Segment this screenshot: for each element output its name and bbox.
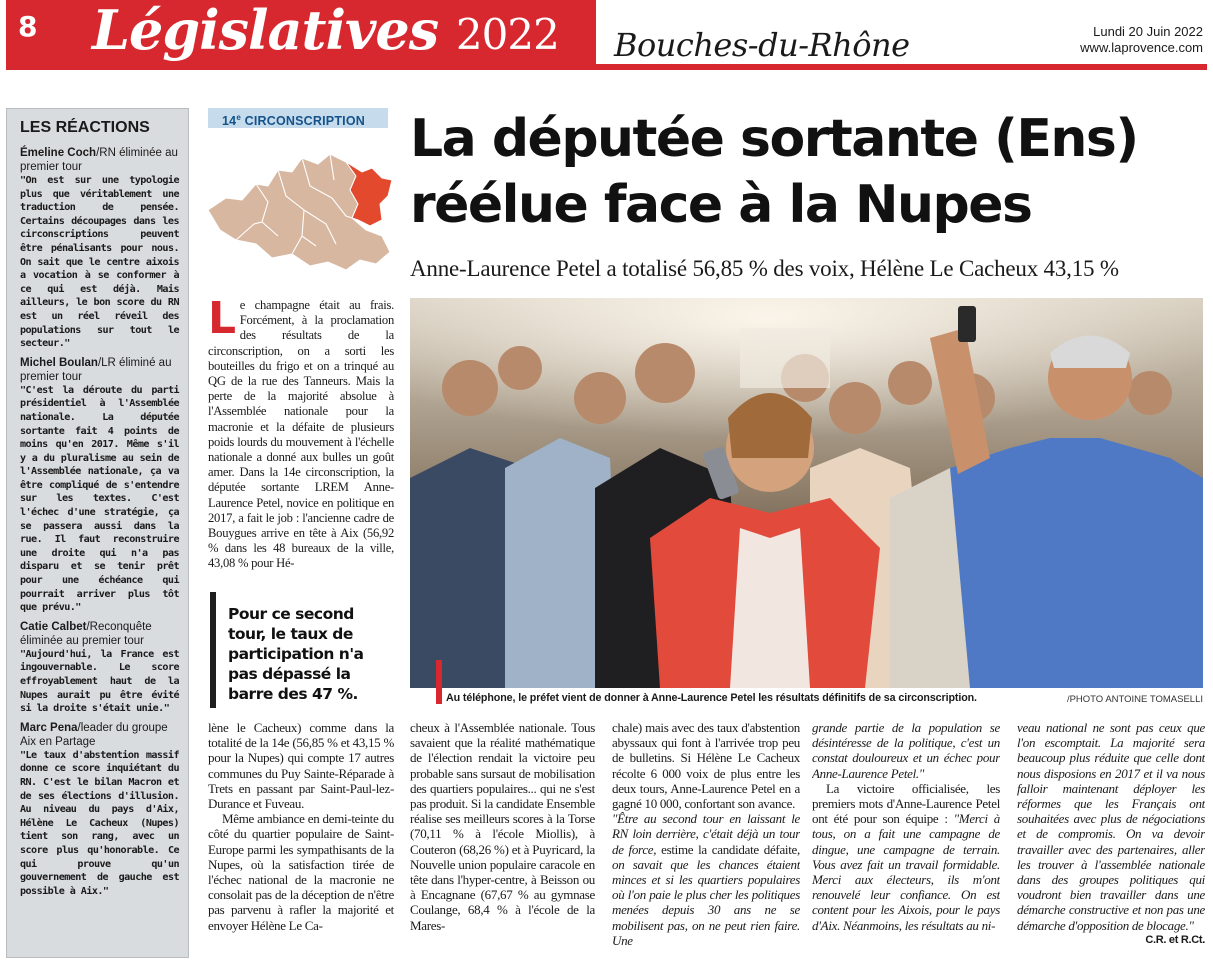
website: www.laprovence.com (1080, 40, 1203, 55)
reaction-author (20, 146, 179, 174)
reaction-author (20, 620, 179, 648)
kicker-suffix: e (236, 113, 241, 122)
reaction-quote: "On est sur une typologie plus que véritablement une traduction de pensée. Certains découpages dans les circonscriptions peuvent être pénalisants pour nous. On sait que le centre aixois a vocation à se conformer à ce qui est déjà. Mais ailleurs, le bon score du RN est un réel réveil des populations sur tout le secteur." (20, 175, 179, 350)
reaction-role: /LR éliminé au premier tour (20, 356, 172, 383)
department-name: Bouches-du-Rhône (614, 26, 910, 64)
pull-quote: Pour ce second tour, le taux de participation n'a pas dépassé la barre des 47 %. (210, 592, 394, 708)
celebration-photo (410, 298, 1203, 688)
quote-text: "Être au second tour en laissant le RN loin derrière, c'était déjà un tour de force, (612, 811, 800, 857)
date-block (1080, 24, 1203, 56)
page-number: 8 (18, 10, 38, 43)
reaction-role: /RN éliminée au premier tour (20, 147, 178, 173)
photo-caption: Au téléphone, le préfet vient de donner à Anne-Laurence Petel les résultats définitifs de sa circonscription. (446, 692, 977, 704)
photo-credit: /PHOTO ANTOINE TOMASELLI (1066, 694, 1203, 705)
body-column-3 (612, 720, 800, 960)
body-paragraph: cheux à l'Assemblée nationale. Tous savaient que la réalité mathématique de l'élection rendait la victoire peu probable sans sursaut de mobilisation des quartiers populaires... qui ne s'est pas produit. Si la candidate Ensemble réalise ses meilleurs scores à la Torse (70,11 % à l'école Miollis), à Couteron (68,26 %) et à Puyricard, la Nouvelle union populaire caracole en tête dans l'hyper-centre, à Beisson ou à Encagnane (67,67 % au gymnase Coulange, 68,4 % à l'école de la Mares- (410, 720, 595, 933)
body-column-1 (208, 720, 394, 960)
section-year: 2022 (455, 10, 559, 59)
reaction-name: Marc Pena (20, 721, 78, 734)
circonscription-kicker (208, 108, 388, 128)
body-column-2 (410, 720, 595, 960)
reaction-quote: "Le taux d'abstention massif donne ce score inquiétant du RN. C'est le bilan Macron et de ses élections d'illusion. Au niveau du pays d'Aix, Hélène Le Cacheux (Nupes) tient son rang, avec un score plus qu'honorable. Ce qui prouve qu'un gouvernement de gauche est possible à Aix." (20, 749, 179, 897)
caption-marker (436, 660, 442, 704)
reaction-name: Michel Boulan (20, 356, 98, 369)
body-text: estime la candidate défaite, (656, 841, 800, 857)
kicker-label: CIRCONSCRIPTION (240, 114, 366, 129)
reaction-role: /Reconquête éliminée au premier tour (20, 620, 152, 647)
quote-text: veau national ne sont pas ceux que l'on escomptait. La majorité sera beaucoup plus réduite que celle dont nous disposions en 2017 et il va nous falloir maintenant déployer les réformes que les Français ont souhaitées avec plus de négociations et de compromis. On va devoir travailler avec des partenaires, aller les trouver à l'assemblée nationale dans des groupes politiques qui voudront bien travailler dans une démarche constructive et non pas une démarche d'opposition de blocage." (1017, 720, 1205, 933)
body-paragraph: chale) mais avec des taux d'abstention abyssaux qui font à l'arrivée trop peu de bulletins. Si Hélène Le Cacheux récolte 6 000 voix de plus entre les deux tours, Anne-Laurence Petel en a gagné 10 000, confortant son avance. (612, 720, 800, 812)
section-title (92, 0, 559, 62)
author-signature: C.R. et R.Ct. (1145, 933, 1205, 946)
body-column-4 (812, 720, 1000, 960)
body-paragraph (612, 811, 800, 948)
article-standfirst: Anne-Laurence Petel a totalisé 56,85 % des voix, Hélène Le Cacheux 43,15 % (410, 256, 1119, 281)
reaction-name: Émeline Coch (20, 147, 97, 159)
reaction-name: Catie Calbet (20, 620, 87, 633)
reaction-author (20, 356, 179, 384)
reaction-role: /leader du groupe Aix en Partage (20, 721, 168, 748)
body-paragraph: lène le Cacheux) comme dans la totalité de la 14e (56,85 % et 43,15 % pour la Nupes) qui compte 17 autres communes du Puy Sainte-Réparade à Trets en passant par Saint-Paul-lez-Durance et Fuveau. (208, 720, 394, 812)
district-map-icon (206, 140, 396, 274)
reactions-sidebar (6, 108, 189, 958)
issue-date: Lundi 20 Juin 2022 (1093, 24, 1203, 39)
reaction-quote: "C'est la déroute du parti présidentiel à l'Assemblée nationale. La députée sortante fait 4 points de moins qu'en 2017. Même s'il y a du pluralisme au sein de l'Assemblée nationale, ça va être compliqué de s'entendre sur les textes. C'est l'échec d'une stratégie, ça se passera aussi dans la rue. Il faut reconstruire une droite qui n'a pas disparu et se tenir prêt pour une échéance qui pourrait arriver plus tôt que prévu." (20, 384, 179, 614)
kicker-number: 14 (222, 114, 237, 129)
body-paragraph: Même ambiance en demi-teinte du côté du quartier populaire de Saint-Europe parmi les sympathisants de la Nupes, où la satisfaction tirée de l'échec national de la macronie ne consolait pas de la déception de n'être pas parvenu à rafler la majorité et envoyer Hélène Le Ca- (208, 811, 394, 933)
reaction-item (20, 721, 179, 899)
section-title-text: Législatives (92, 0, 439, 62)
quote-text: on savait que les chances étaient minces et si les quartiers populaires où l'on paie le plus cher les politiques menées depuis 30 ans ne se mobilisent pas, on ne peut rien faire. Une (612, 856, 800, 948)
header-rule (596, 64, 1207, 70)
article-headline: La députée sortante (Ens) réélue face à la Nupes (410, 109, 1138, 235)
body-column-5 (1017, 720, 1205, 960)
lead-paragraph (208, 293, 394, 572)
reaction-item (20, 620, 179, 716)
reaction-item (20, 356, 179, 615)
quote-text: "Merci à tous, on a fait une campagne de dingue, une campagne de terrain. Vous avez fait un travail formidable. Merci aux électeurs, ils m'ont renouvelé leur confiance. On est content pour les Aixois, pour le pays d'Aix. Néanmoins, les résultats au ni- (812, 811, 1000, 933)
lead-text: e champagne était au frais. Forcément, à la proclamation des résultats de la circonscription, on a sorti les bouteilles du frigo et on a trinqué au QG de la rue des Tanneurs. Mais la perte de la majorité absolue à l'Assemblée nationale pour la macronie et la défaite de plusieurs poids lourds du mouvement à l'échelle nationale a donné aux bulles un goût amer. Dans la 14e circonscription, la députée sortante LREM Anne-Laurence Petel, novice en politique en 2017, a fait le job : l'ancienne cadre de Bouygues arrive en tête à Aix (56,92 % dans les 48 bureaux de la ville, 43,08 % pour Hé- (208, 298, 394, 571)
body-paragraph (812, 781, 1000, 933)
sidebar-title: LES RÉACTIONS (20, 119, 150, 136)
drop-cap: L (208, 293, 236, 344)
quote-text: grande partie de la population se désintéresse de la politique, c'est un constat douloureux et un échec pour Anne-Laurence Petel." (812, 720, 1000, 781)
reaction-item (20, 146, 179, 351)
reaction-quote: "Aujourd'hui, la France est ingouvernable. Le score effroyablement haut de la Nupes aurait pu être évité si la droite s'était unie." (20, 648, 179, 715)
reaction-author (20, 721, 179, 749)
body-text: La victoire officialisée, les premiers mots d'Anne-Laurence Petel ont été pour son équipe : (812, 780, 1000, 827)
